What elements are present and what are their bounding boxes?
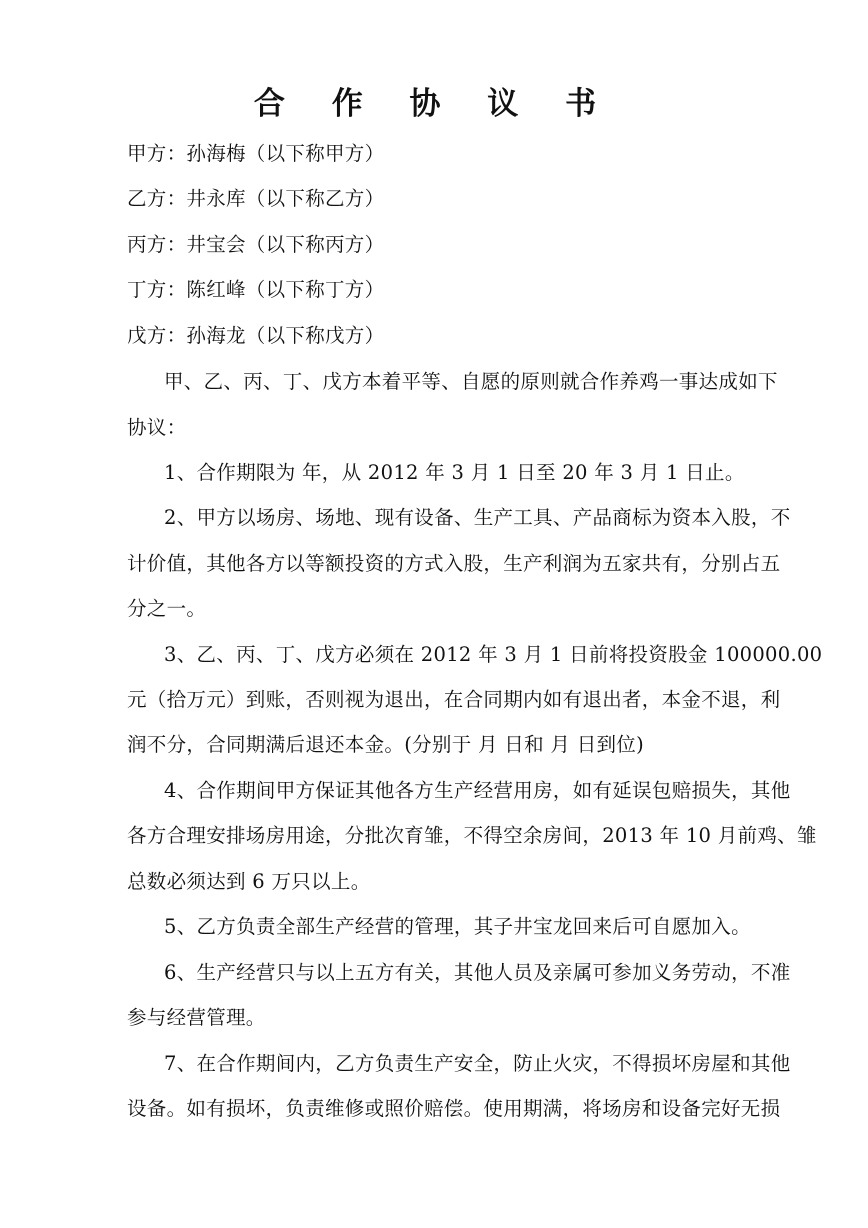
clause-7-line-1: 7、在合作期间内，乙方负责生产安全，防止火灾，不得损坏房屋和其他: [164, 1052, 791, 1075]
party-yi: 乙方：井永库（以下称乙方）: [127, 187, 385, 210]
clause-6-line-1: 6、生产经营只与以上五方有关，其他人员及亲属可参加义务劳动，不准: [164, 961, 791, 984]
party-wu: 戊方：孙海龙（以下称戊方）: [127, 324, 385, 347]
clause-4-line-1: 4、合作期间甲方保证其他各方生产经营用房，如有延误包赔损失，其他: [164, 779, 791, 802]
clause-4-line-2: 各方合理安排场房用途，分批次育雏，不得空余房间，2013 年 10 月前鸡、雏: [127, 824, 817, 847]
party-bing: 丙方：井宝会（以下称丙方）: [127, 233, 385, 256]
clause-3-line-3: 润不分，合同期满后退还本金。(分别于 月 日和 月 日到位): [127, 733, 645, 756]
document-title: 合 作 协 议 书: [253, 86, 615, 122]
clause-1-line-1: 1、合作期限为 年，从 2012 年 3 月 1 日至 20 年 3 月 1 日止。: [164, 461, 745, 484]
clause-7-line-2: 设备。如有损坏，负责维修或照价赔偿。使用期满，将场房和设备完好无损: [127, 1097, 781, 1120]
clause-4-line-3: 总数必须达到 6 万只以上。: [127, 870, 371, 893]
clause-5-line-1: 5、乙方负责全部生产经营的管理，其子井宝龙回来后可自愿加入。: [164, 915, 751, 938]
clause-2-line-2: 计价值，其他各方以等额投资的方式入股，生产利润为五家共有，分别占五: [127, 552, 781, 575]
party-jia: 甲方：孙海梅（以下称甲方）: [127, 142, 385, 165]
clause-2-line-1: 2、甲方以场房、场地、现有设备、生产工具、产品商标为资本入股，不: [164, 506, 791, 529]
clause-3-line-1: 3、乙、丙、丁、戊方必须在 2012 年 3 月 1 日前将投资股金 100000.00: [164, 643, 823, 666]
party-ding: 丁方：陈红峰（以下称丁方）: [127, 278, 385, 301]
preamble-line-2: 协议：: [127, 416, 187, 439]
clause-3-line-2: 元（拾万元）到账，否则视为退出，在合同期内如有退出者，本金不退，利: [127, 688, 781, 711]
preamble-line-1: 甲、乙、丙、丁、戊方本着平等、自愿的原则就合作养鸡一事达成如下: [164, 370, 778, 393]
clause-2-line-3: 分之一。: [127, 597, 207, 620]
clause-6-line-2: 参与经营管理。: [127, 1006, 266, 1029]
